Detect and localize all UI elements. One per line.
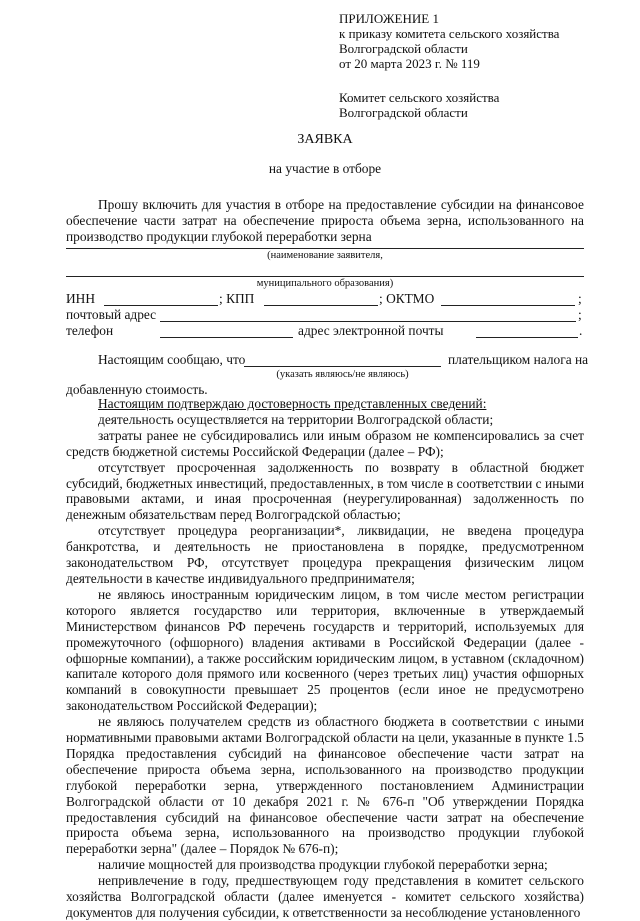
addressee-line-1: Комитет сельского хозяйства	[339, 90, 500, 105]
appendix-title: ПРИЛОЖЕНИЕ 1	[339, 11, 439, 26]
confirmation-item: деятельность осуществляется на территории Волгоградской области;	[98, 411, 494, 427]
intro-paragraph	[66, 197, 584, 245]
email-period: .	[579, 323, 583, 338]
addressee-line-2: Волгоградской области	[339, 105, 468, 120]
document-subtitle: на участие в отборе	[268, 161, 382, 176]
inn-label: ИНН	[66, 291, 96, 306]
applicant-name-line-2[interactable]	[66, 276, 584, 277]
confirmation-item: не являюсь получателем средств из областного бюджета в соответствии с иными нормативными правовыми актами Волгоградской области на цели, указанные в пункте 1.5 Порядка предоставления субсидий на финансовое обеспечение части затрат на обеспечение прироста объема зерна, использованного на производство продукции глубокой переработки зерна, утвержденного постановлением Администрации Волгоградской области от 10 декабря 2021 г. № 676-п "Об утверждении Порядка предоставления субсидий на финансовое обеспечение части затрат на обеспечение прироста объема зерна, использованного на производство продукции глубокой переработки зерна" (далее – Порядок № 676-п);	[66, 714, 584, 857]
confirmation-section	[66, 396, 584, 921]
appendix-order-line: к приказу комитета сельского хозяйства	[339, 26, 560, 41]
vat-continuation: добавленную стоимость.	[66, 382, 208, 397]
addressee-block	[339, 90, 499, 120]
postal-address-field[interactable]	[160, 321, 576, 322]
applicant-name-line[interactable]	[66, 248, 584, 249]
kpp-field[interactable]	[264, 305, 378, 306]
appendix-date-line: от 20 марта 2023 г. № 119	[339, 56, 480, 71]
applicant-caption: (наименование заявителя,	[267, 250, 383, 261]
vat-suffix: плательщиком налога на	[448, 352, 589, 367]
phone-field[interactable]	[160, 337, 293, 338]
confirmation-item: отсутствует просроченная задолженность по возврату в областной бюджет субсидий, бюджетных инвестиций, предоставленных, в том числе в соответствии с иными правовыми актами, и иная просроченная (неурегулированная) задолженность по денежным обязательствам перед Волгоградской областью;	[66, 459, 584, 523]
intro-text: Прошу включить для участия в отборе на предоставление субсидии на финансовое обеспечение части затрат на обеспечение прироста объема зерна, использованного на производство продукции глубокой переработки зерна	[66, 197, 584, 244]
postal-semicolon: ;	[578, 307, 582, 322]
oktmo-label: ; ОКТМО	[379, 291, 435, 306]
email-field[interactable]	[476, 337, 578, 338]
document-title: ЗАЯВКА	[297, 132, 353, 147]
appendix-header	[339, 11, 559, 71]
kpp-label: ; КПП	[219, 291, 255, 306]
appendix-region-line: Волгоградской области	[339, 41, 468, 56]
postal-address-label: почтовый адрес	[66, 307, 157, 322]
confirmation-item: непривлечение в году, предшествующем году представления в комитет сельского хозяйства Волгоградской области (далее именуется - комитет сельского хозяйства) документов для получения субсидии, к ответственности за несоблюдение установленного	[66, 873, 584, 920]
phone-label: телефон	[66, 323, 114, 338]
inn-field[interactable]	[104, 305, 218, 306]
oktmo-semicolon: ;	[578, 291, 582, 306]
vat-prefix: Настоящим сообщаю, что	[98, 352, 246, 367]
confirmation-heading: Настоящим подтверждаю достоверность представленных сведений:	[98, 396, 487, 411]
oktmo-field[interactable]	[441, 305, 575, 306]
municipality-caption: муниципального образования)	[256, 278, 394, 289]
confirmation-item: наличие мощностей для производства продукции глубокой переработки зерна;	[98, 857, 548, 873]
vat-caption: (указать являюсь/не являюсь)	[276, 369, 409, 380]
email-label: адрес электронной почты	[298, 323, 444, 338]
confirmation-item: затраты ранее не субсидировались или иным образом не компенсировались за счет средств бюджетной системы Российской Федерации (далее – РФ);	[66, 427, 584, 459]
vat-status-field[interactable]	[244, 366, 441, 367]
confirmation-item: не являюсь иностранным юридическим лицом, в том числе местом регистрации которого является государство или территория, включенные в утверждаемый Министерством финансов РФ перечень государств и территорий, используемых для промежуточного (офшорного) владения активами в Российской Федерации (далее - офшорные компании), а также российским юридическим лицом, в уставном (складочном) капитале которого доля прямого или косвенного (через третьих лиц) участия офшорных компаний в совокупности превышает 25 процентов (если иное не предусмотрено законодательством Российской Федерации);	[66, 586, 584, 714]
confirmation-item: отсутствует процедура реорганизации*, ликвидации, не введена процедура банкротства, и деятельность не приостановлена в порядке, предусмотренном законодательством РФ, отсутствует процедура прекращения физическим лицом деятельности в качестве индивидуального предпринимателя;	[66, 523, 584, 586]
